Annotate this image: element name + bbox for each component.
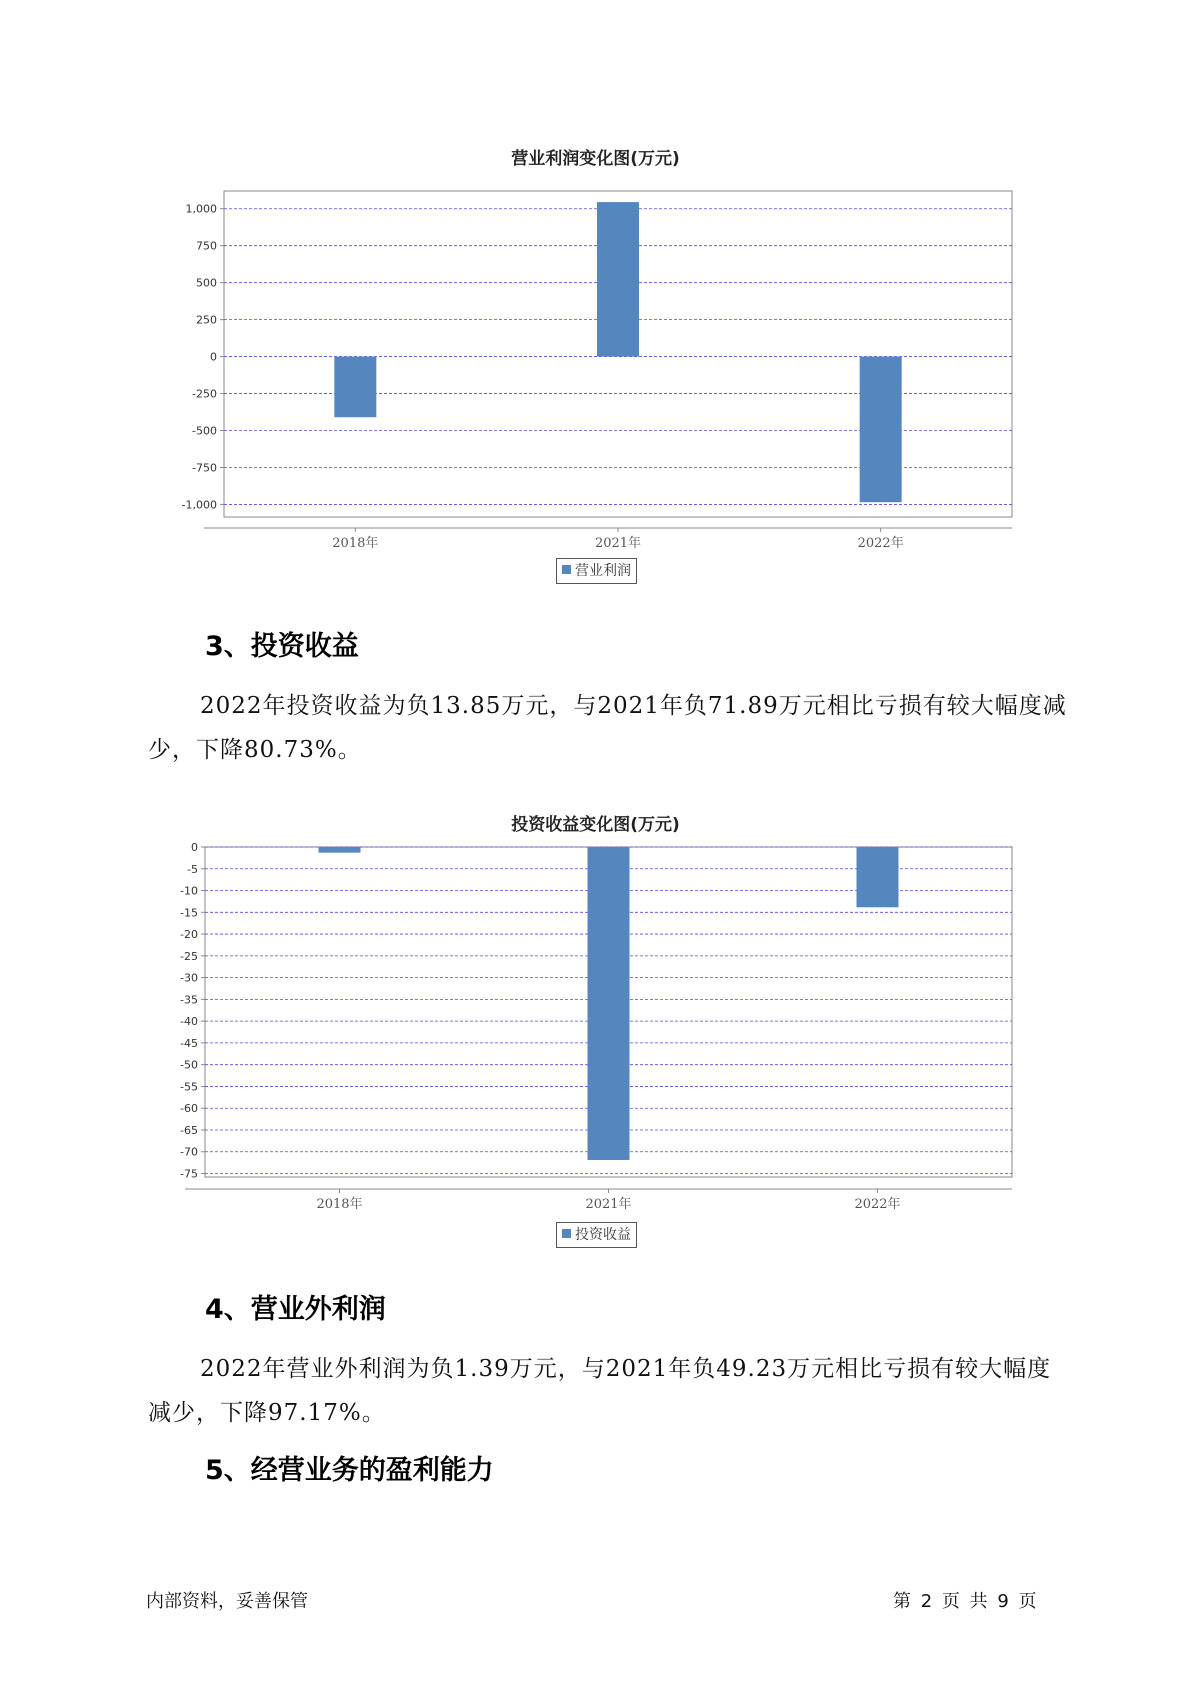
footer-confidential-note: 内部资料，妥善保管 [146,1591,308,1612]
y-tick-label: -25 [180,949,198,963]
y-tick-label: -70 [180,1145,198,1159]
section-3-paragraph: 2022年投资收益为负13.85万元，与2021年负71.89万元相比亏损有较大幅度减少，下降80.73%。 [148,693,1067,763]
y-tick-label: 750 [196,239,217,253]
y-tick-label: -35 [180,993,198,1007]
chart-1-legend [556,558,637,584]
y-tick-label: 0 [210,350,217,364]
section-4-paragraph: 2022年营业外利润为负1.39万元，与2021年负49.23万元相比亏损有较大幅度减少，下降97.17%。 [148,1356,1052,1426]
y-tick-label: 250 [196,313,217,327]
x-tick-label: 2022年 [854,1197,901,1212]
y-tick-label: -40 [180,1015,198,1029]
chart-1-title: 营业利润变化图(万元) [511,149,680,169]
section-4-heading: 4、营业外利润 [205,1294,386,1325]
y-tick-label: -10 [180,884,198,898]
section-5-heading: 5、经营业务的盈利能力 [205,1455,494,1486]
y-tick-label: 0 [191,841,198,854]
y-tick-label: -500 [192,424,217,438]
y-tick-label: -50 [180,1058,198,1072]
footer-page-number: 第 2 页 共 9 页 [893,1591,1037,1612]
bar-2022年 [857,847,899,907]
chart-2-legend [556,1222,637,1248]
y-tick-label: -1,000 [181,498,217,512]
section-3-heading: 3、投资收益 [205,631,359,662]
chart-2-legend-label: 投资收益 [575,1227,631,1243]
legend-swatch-icon [562,1229,571,1238]
bar-2021年 [597,202,639,356]
bar-2022年 [860,357,902,503]
y-tick-label: 500 [196,276,217,290]
chart-2-title: 投资收益变化图(万元) [511,815,680,835]
y-tick-label: -60 [180,1102,198,1116]
y-tick-label: -5 [187,862,198,876]
y-tick-label: -65 [180,1123,198,1137]
y-tick-label: -75 [180,1167,198,1181]
bar-2018年 [334,357,376,418]
investment-income-chart [0,840,1191,1210]
y-tick-label: -30 [180,971,198,985]
chart-1-legend-label: 营业利润 [575,563,631,579]
operating-profit-chart [0,180,1191,551]
y-tick-label: -20 [180,928,198,942]
y-tick-label: -15 [180,906,198,920]
x-tick-label: 2021年 [594,536,642,551]
x-tick-label: 2018年 [316,1197,363,1212]
y-tick-label: -750 [192,461,217,475]
y-tick-label: -250 [192,387,217,401]
y-tick-label: -45 [180,1036,198,1050]
x-tick-label: 2022年 [857,536,904,551]
legend-swatch-icon [562,565,571,574]
y-tick-label: 1,000 [185,202,217,216]
x-tick-label: 2018年 [332,536,379,551]
x-tick-label: 2021年 [585,1197,632,1212]
y-tick-label: -55 [180,1080,198,1094]
bar-2018年 [319,847,361,853]
bar-2021年 [588,847,630,1160]
